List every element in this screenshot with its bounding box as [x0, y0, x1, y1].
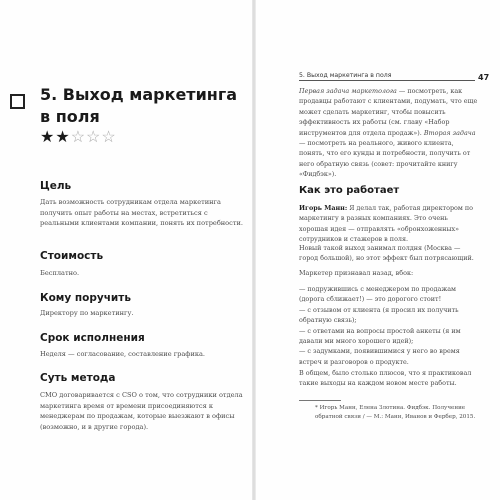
intro-text-2: — посмотреть на реального, живого клиента, понять, что его кунды и потребности, получить от него обратную связь (совет: прочитайте книгу «Фидбэк»). — [299, 139, 471, 179]
section-heading-how-it-works: Как это работает — [299, 185, 400, 196]
section-heading-goal: Цель — [40, 180, 72, 192]
quote-text: Я делал так, работая директором по маркетингу в разных компаниях. Это очень хорошая идея — отправлять «обронхоженных» сотрудников и стажеров в поля. — [299, 204, 473, 244]
star-filled-icon: ★ — [55, 127, 71, 146]
paragraph-2: Новый такой выход занимал полдня (Москва — город большой), но этот эффект был потрясающий. — [299, 244, 474, 263]
bullet-list — [299, 284, 479, 367]
star-empty-icon: ☆ — [70, 127, 87, 146]
star-empty-icon: ☆ — [86, 127, 102, 146]
section-text-assignee: Директору по маркетингу. — [40, 309, 134, 317]
quote-paragraph — [299, 203, 479, 245]
list-item: — с ответами на вопросы простой анкеты (я им давали ми много хорошего идей); — [299, 326, 461, 346]
section-heading-assignee: Кому поручить — [40, 292, 131, 304]
quote-author: Игорь Манн: — [299, 204, 348, 212]
book-spine — [252, 0, 256, 500]
section-text-cost: Бесплатно. — [40, 269, 80, 277]
star-empty-icon: ☆ — [101, 127, 117, 146]
star-filled-icon: ★ — [40, 127, 56, 146]
intro-paragraph — [299, 86, 479, 180]
list-item: — с задумками, появившимися у него во время встреч и разговоров о продукте. — [299, 347, 460, 366]
section-heading-cost: Стоимость — [40, 250, 104, 262]
footnote-divider — [299, 400, 341, 401]
running-head: 5. Выход маркетинга в поля — [299, 72, 475, 81]
page-number: 47 — [478, 73, 490, 82]
section-heading-method: Суть метода — [40, 372, 116, 384]
intro-italic-2: Вторая задача — [423, 128, 476, 137]
list-item: — с отзывом от клиента (я просил их получить обратную связь); — [299, 305, 459, 325]
section-text-goal: Дать возможность сотрудникам отдела маркетинга получить опыт работы на местах, встретиться с реальными клиентами компании, понять их потребности. — [40, 198, 243, 228]
rating-stars — [40, 127, 117, 146]
checkbox-icon[interactable] — [10, 94, 25, 109]
section-text-deadline: Неделя — согласование, составление графика. — [40, 350, 206, 358]
intro-text-1: — посмотреть, как продавцы работают с клиентами, подумать, что еще может сделать маркетинг, чтобы повысить эффективность их работы (см. главу «Набор инструментов для отдела продаж»). — [299, 87, 478, 137]
section-heading-deadline: Срок исполнения — [40, 332, 145, 344]
intro-italic-1: Первая задача маркетолога — [299, 87, 397, 95]
footnote: * Игорь Манн, Елена Злотина. Фидбэк. Получение обратной связи / — М.: Манн, Иванов и Фербер, 2015. — [315, 405, 476, 420]
chapter-title: 5. Выход маркетинга в поля — [40, 85, 237, 126]
paragraph-4: В общем, было столько плюсов, что я практиковал такие выходы на каждом новом месте работы. — [299, 369, 472, 388]
section-text-method: CMO договаривается с CSO о том, что сотрудники отдела маркетинга время от времени присоединяются к менеджерам по продажам, которые выезжают в офисы (возможно, и в другие города). — [40, 391, 243, 431]
paragraph-3: Маркетер признавал назад, вбок: — [299, 269, 414, 277]
list-item: — подружившись с менеджером по продажам (дорога сближает!) — это дорогого стоит! — [299, 285, 457, 304]
